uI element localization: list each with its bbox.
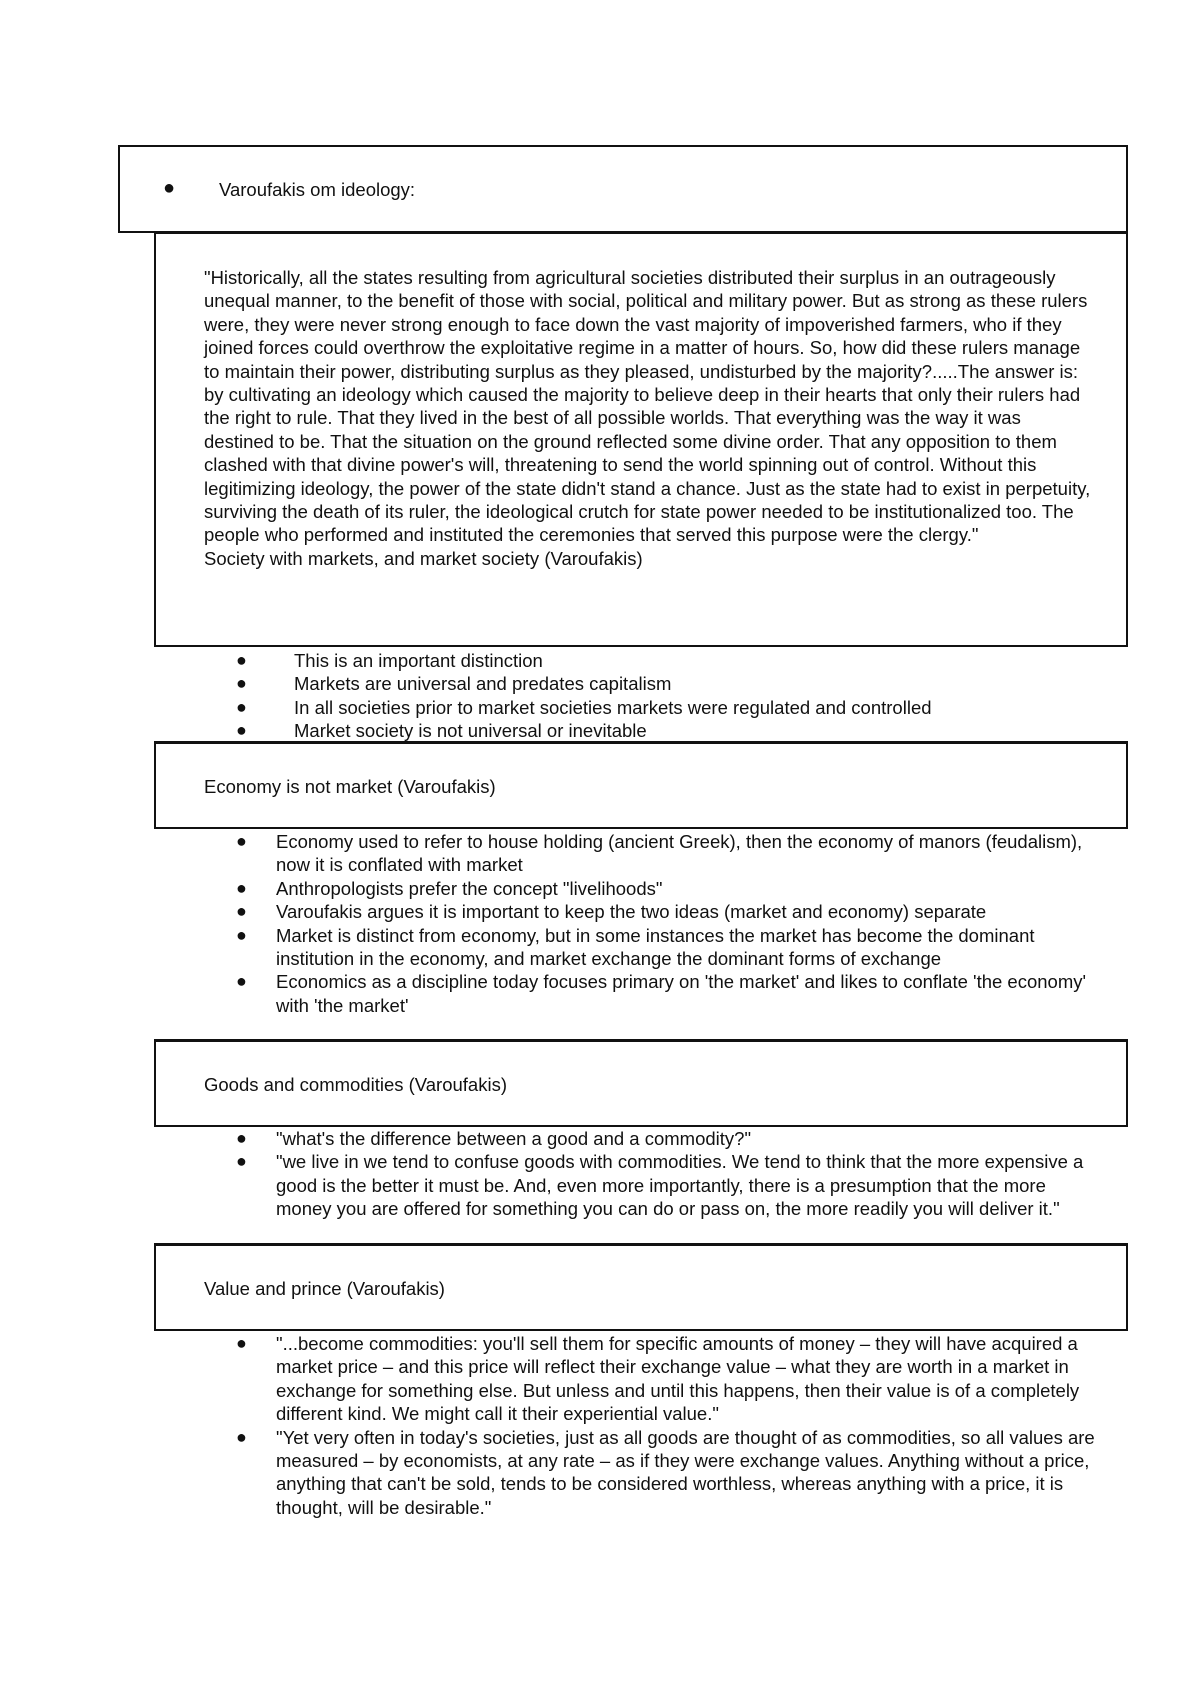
bullet-icon: ● [236,650,247,670]
bullet-icon: ● [236,901,247,922]
list-item: ● Market society is not universal or inevitable [236,720,647,742]
bullet-icon: ● [236,1128,247,1148]
list-item: ● "...become commodities: you'll sell them for specific amounts of money – they will have acquired a market price – and this price will reflect their exchange value – what they are worth in a market in exchange for something else. But unless and until this happens, then their value is of a completely different kind. We might call it their experiential value." [236,1333,1080,1425]
bullet-icon: ● [236,720,247,741]
list-item: ● Economy used to refer to house holding (ancient Greek), then the economy of manors (feudalism), now it is conflated with market [236,831,1083,876]
bullet-icon: ● [236,1151,247,1172]
bullet-icon: ● [236,1426,247,1447]
bullet-icon: ● [236,877,247,898]
bullet-icon: ● [236,673,247,694]
list-item: ● Anthropologists prefer the concept "livelihoods" [236,877,663,899]
list-item: ● Varoufakis argues it is important to keep the two ideas (market and economy) separate [236,901,987,923]
economy-heading: Economy is not market (Varoufakis) [204,776,496,797]
ideology-quote-text: "Historically, all the states resulting from agricultural societies distributed their surplus in an outrageously unequal manner, to the benefit of those with social, political and military power. But as strong as these rulers were, they were never strong enough to face down the vast majority of impoverished farmers, who if they joined forces could overthrow the exploitative regime in a matter of hours. So, how did these rulers manage to maintain their power, distributing surplus as they pleased, undisturbed by the majority?.....The answer is: by cultivating an ideology which caused the majority to believe deep in their hearts that only their rulers had the right to rule. That they lived in the best of all possible worlds. That everything was the way it was destined to be. That the situation on the ground reflected some divine order. That any opposition to them clashed with that divine power's will, threatening to send the world spinning out of control. Without this legitimizing ideology, the power of the state didn't stand a chance. Just as the state had to exist in perpetuity, surviving the death of its ruler, the ideological crutch for state power needed to be institutionalized too. The people who performed and instituted the ceremonies that served this purpose were the clergy." [204,267,1091,546]
value-heading: Value and prince (Varoufakis) [204,1278,445,1299]
list-item: ● "we live in we tend to confuse goods with commodities. We tend to think that the more expensive a good is the better it must be. And, even more importantly, there is a presumption that the more money you are offered for something you can do or pass on, the more readily you will deliver it." [236,1151,1084,1220]
bullet-icon: ● [236,831,247,851]
ideology-bullet-label: Varoufakis om ideology: [219,179,416,200]
bullet-icon: ● [236,696,247,717]
list-item: ● Market is distinct from economy, but in some instances the market has become the dominant institution in the economy, and market exchange the dominant forms of exchange [236,924,1035,970]
goods-bullet-list [236,1127,1096,1221]
ideology-quote [204,266,1094,570]
list-item: ● In all societies prior to market societies markets were regulated and controlled [236,696,932,718]
bullet-icon: ● [236,971,247,992]
list-item: ● "what's the difference between a good and a commodity?" [236,1128,752,1149]
list-item: ● "Yet very often in today's societies, just as all goods are thought of as commodities, so all values are measured – by economists, at any rate – as if they were exchange values. Anything without a price, anything that can't be sold, tends to be considered worthless, whereas anything with a price, it is thought, will be desirable." [236,1426,1095,1518]
bullet-icon: ● [163,177,176,199]
economy-bullet-list [236,830,1096,1017]
value-bullet-list [236,1332,1096,1519]
bullet-icon: ● [236,924,247,945]
list-item: ● Economics as a discipline today focuses primary on 'the market' and likes to conflate 'the economy' with 'the market' [236,971,1087,1016]
markets-bullet-list [236,649,1096,743]
list-item: ● Markets are universal and predates capitalism [236,673,672,695]
society-markets-subheading: Society with markets, and market society (Varoufakis) [204,547,643,569]
goods-heading: Goods and commodities (Varoufakis) [204,1074,507,1095]
bullet-icon: ● [236,1333,247,1353]
list-item: ● This is an important distinction [236,650,543,671]
